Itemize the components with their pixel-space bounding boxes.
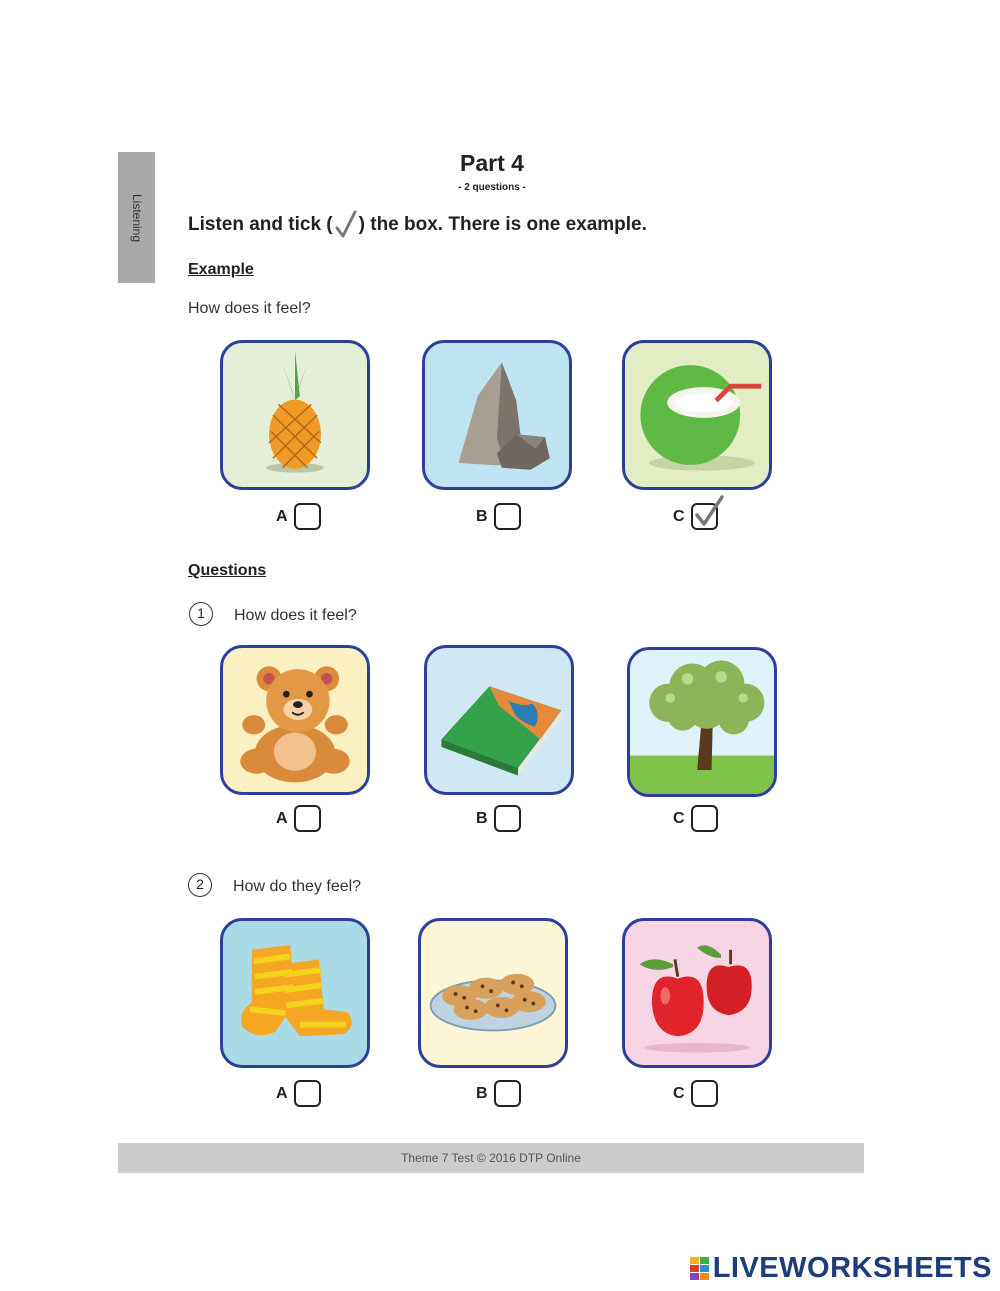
brand-name: LIVEWORKSHEETS [712, 1252, 992, 1284]
question-1-picture-a-teddy-bear [220, 645, 370, 795]
question-1-option-b[interactable] [476, 805, 521, 832]
question-1-number: 1 [189, 602, 213, 626]
option-letter: A [276, 1084, 288, 1102]
socks-icon [223, 921, 367, 1065]
coconut-icon [625, 343, 769, 487]
question-2-checkbox-a[interactable] [294, 1080, 321, 1107]
side-tab-label: Listening [129, 193, 144, 242]
example-heading: Example [188, 261, 254, 278]
question-1-picture-c-tree [627, 647, 777, 797]
pineapple-icon [223, 343, 367, 487]
question-2-prompt: How do they feel? [233, 878, 362, 895]
question-2-option-a[interactable] [276, 1080, 321, 1107]
question-1-option-c[interactable] [673, 805, 718, 832]
apples-icon [625, 921, 769, 1065]
option-letter: B [476, 809, 488, 827]
question-2-checkbox-b[interactable] [494, 1080, 521, 1107]
book-icon [427, 648, 571, 792]
example-checkbox-c[interactable] [691, 503, 718, 530]
tree-icon [630, 650, 774, 794]
option-letter: C [673, 507, 685, 525]
question-2-number: 2 [188, 873, 212, 897]
cookies-icon [421, 921, 565, 1065]
question-1-option-a[interactable] [276, 805, 321, 832]
question-1-checkbox-b[interactable] [494, 805, 521, 832]
question-1-checkbox-a[interactable] [294, 805, 321, 832]
option-letter: A [276, 809, 288, 827]
question-2-picture-c-apples [622, 918, 772, 1068]
question-2-checkbox-c[interactable] [691, 1080, 718, 1107]
example-picture-b-rock [422, 340, 572, 490]
example-checkbox-b[interactable] [494, 503, 521, 530]
question-2-picture-a-socks [220, 918, 370, 1068]
example-prompt: How does it feel? [188, 300, 311, 317]
example-option-b[interactable] [476, 503, 521, 530]
page-subtitle: - 2 questions - [458, 182, 526, 193]
tick-icon [691, 493, 725, 531]
option-letter: B [476, 1084, 488, 1102]
option-letter: A [276, 507, 288, 525]
logo-blocks-icon [690, 1257, 709, 1280]
option-letter: B [476, 507, 488, 525]
instruction [188, 210, 647, 240]
questions-heading: Questions [188, 562, 267, 579]
teddy-bear-icon [223, 648, 367, 792]
rock-icon [425, 343, 569, 487]
instruction-text-start: Listen and tick ( [188, 214, 333, 235]
brand-logo [690, 1252, 992, 1285]
option-letter: C [673, 1084, 685, 1102]
question-1-checkbox-c[interactable] [691, 805, 718, 832]
footer-text: Theme 7 Test © 2016 DTP Online [401, 1151, 581, 1165]
page-title: Part 4 [460, 150, 524, 176]
footer-bar [118, 1143, 864, 1173]
question-2-option-c[interactable] [673, 1080, 718, 1107]
instruction-text-end: ) the box. There is one example. [358, 214, 647, 235]
question-2-option-b[interactable] [476, 1080, 521, 1107]
option-letter: C [673, 809, 685, 827]
example-option-c[interactable] [673, 503, 718, 530]
example-checkbox-a[interactable] [294, 503, 321, 530]
example-picture-c-coconut [622, 340, 772, 490]
question-1-picture-b-book [424, 645, 574, 795]
question-2-picture-b-cookies [418, 918, 568, 1068]
example-option-a[interactable] [276, 503, 321, 530]
tick-icon [335, 210, 357, 240]
question-1-prompt: How does it feel? [234, 607, 357, 624]
example-picture-a-pineapple [220, 340, 370, 490]
